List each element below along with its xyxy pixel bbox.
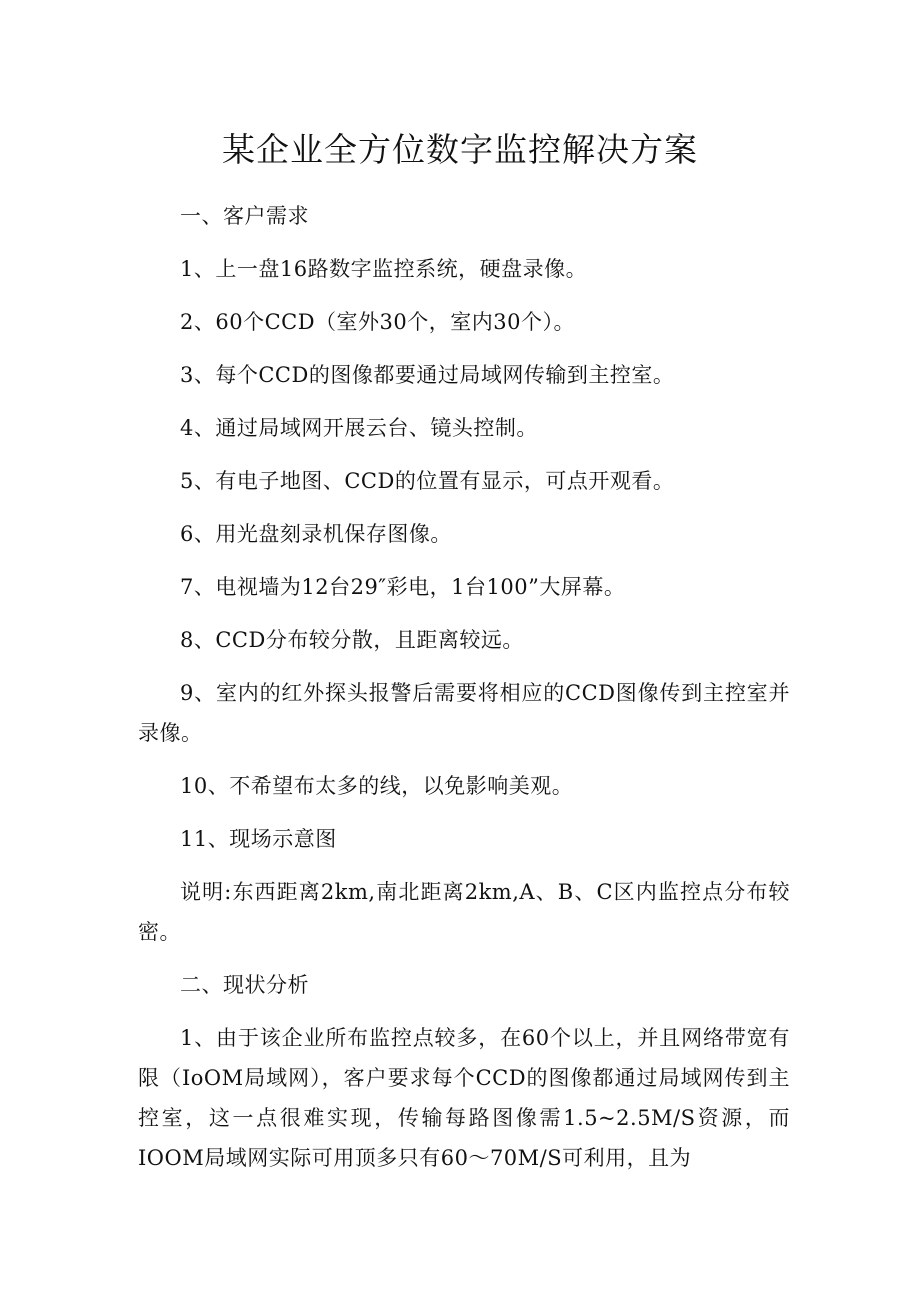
requirement-item-6: 6、用光盘刻录机保存图像。 [180, 522, 452, 546]
section-heading-status-analysis: 二、现状分析 [180, 973, 309, 997]
requirement-item-4: 4、通过局域网开展云台、镜头控制。 [180, 416, 538, 440]
requirement-item-8: 8、CCD分布较分散，且距离较远。 [180, 628, 524, 652]
requirement-item-5: 5、有电子地图、CCD的位置有显示，可点开观看。 [180, 469, 675, 493]
requirement-item-11: 11、现场示意图 [180, 827, 337, 851]
requirement-item-10: 10、不希望布太多的线，以免影响美观。 [180, 774, 574, 798]
requirement-item-3: 3、每个CCD的图像都要通过局域网传输到主控室。 [180, 363, 675, 387]
document-body [138, 196, 790, 1191]
requirement-item-9: 9、室内的红外探头报警后需要将相应的CCD图像传到主控室并录像。 [138, 681, 790, 745]
section-heading-customer-needs: 一、客户需求 [180, 204, 309, 228]
requirement-item-7: 7、电视墙为12台29″彩电，1台100”大屏幕。 [180, 575, 626, 599]
requirement-item-2: 2、60个CCD（室外30个，室内30个）。 [180, 310, 575, 334]
requirement-item-1: 1、上一盘16路数字监控系统，硬盘录像。 [180, 257, 588, 281]
analysis-paragraph-1: 1、由于该企业所布监控点较多，在60个以上，并且网络带宽有限（IoOM局域网），客户要求每个CCD的图像都通过局域网传到主控室，这一点很难实现，传输每路图像需1.5~2.5M/S资源，而IOOM局域网实际可用顶多只有60～70M/S可利用，且为 [138, 1026, 790, 1170]
site-description-paragraph: 说明:东西距离2km,南北距离2km,A、B、C区内监控点分布较密。 [138, 880, 790, 944]
document-title: 某企业全方位数字监控解决方案 [222, 130, 698, 169]
